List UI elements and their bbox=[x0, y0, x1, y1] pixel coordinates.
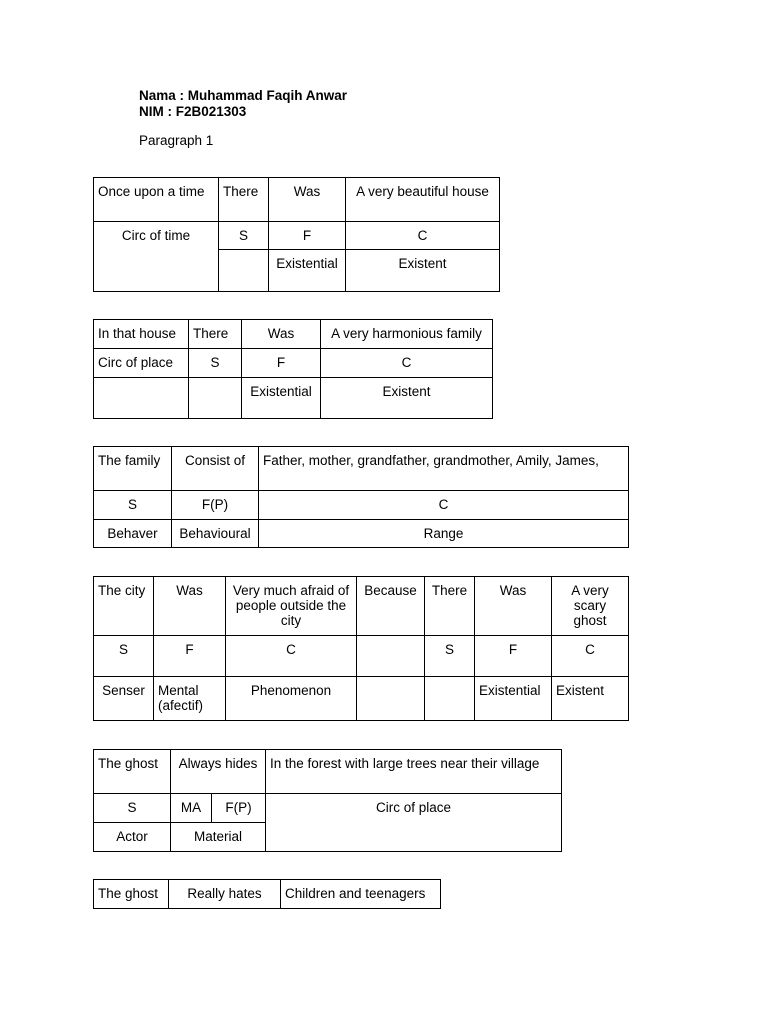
table-cell: There bbox=[425, 577, 475, 636]
table-cell: In that house bbox=[94, 320, 189, 349]
table-cell: Range bbox=[259, 520, 629, 548]
table-cell: C bbox=[259, 491, 629, 520]
table-cell bbox=[357, 636, 425, 677]
table-cell: Once upon a time bbox=[94, 178, 219, 222]
table-cell: Existent bbox=[552, 677, 629, 721]
table-cell bbox=[425, 677, 475, 721]
student-name: Nama : Muhammad Faqih Anwar bbox=[139, 88, 348, 103]
table-cell: There bbox=[219, 178, 269, 222]
table-cell: S bbox=[189, 349, 242, 378]
table-cell: Existent bbox=[346, 250, 500, 292]
table-cell: S bbox=[94, 491, 172, 520]
table-cell: Circ of place bbox=[94, 349, 189, 378]
table-cell: S bbox=[425, 636, 475, 677]
table-cell: Senser bbox=[94, 677, 154, 721]
analysis-table-6 bbox=[93, 879, 441, 909]
table-cell: C bbox=[346, 222, 500, 250]
table-cell: C bbox=[552, 636, 629, 677]
table-cell: In the forest with large trees near their village bbox=[266, 750, 562, 794]
table-cell: Very much afraid of people outside the city bbox=[226, 577, 357, 636]
table-cell: F(P) bbox=[212, 794, 266, 823]
paragraph-label: Paragraph 1 bbox=[139, 133, 214, 148]
table-cell: The ghost bbox=[94, 750, 171, 794]
analysis-table-4 bbox=[93, 576, 629, 721]
table-cell: There bbox=[189, 320, 242, 349]
table-cell: Existential bbox=[269, 250, 346, 292]
table-cell: The city bbox=[94, 577, 154, 636]
table-cell: Existent bbox=[321, 378, 493, 419]
analysis-table-3 bbox=[93, 446, 629, 548]
analysis-table-2 bbox=[93, 319, 493, 419]
table-cell: S bbox=[94, 794, 171, 823]
table-cell: Was bbox=[154, 577, 226, 636]
table-cell: Circ of time bbox=[94, 222, 219, 292]
table-cell: Really hates bbox=[169, 880, 281, 909]
student-nim: NIM : F2B021303 bbox=[139, 104, 247, 119]
table-cell: Behavioural bbox=[172, 520, 259, 548]
analysis-table-1 bbox=[93, 177, 500, 292]
table-cell: Actor bbox=[94, 823, 171, 852]
table-cell: Consist of bbox=[172, 447, 259, 491]
table-cell: S bbox=[219, 222, 269, 250]
analysis-table-5 bbox=[93, 749, 562, 852]
table-cell: Mental (afectif) bbox=[154, 677, 226, 721]
table-cell: Was bbox=[475, 577, 552, 636]
table-cell: F bbox=[475, 636, 552, 677]
table-cell: Existential bbox=[475, 677, 552, 721]
table-cell: F bbox=[242, 349, 321, 378]
table-cell: Children and teenagers bbox=[281, 880, 441, 909]
table-cell: Was bbox=[269, 178, 346, 222]
table-cell: F(P) bbox=[172, 491, 259, 520]
table-cell bbox=[189, 378, 242, 419]
table-cell: Existential bbox=[242, 378, 321, 419]
table-cell: F bbox=[154, 636, 226, 677]
table-cell: C bbox=[321, 349, 493, 378]
table-cell: MA bbox=[171, 794, 212, 823]
table-cell: Phenomenon bbox=[226, 677, 357, 721]
table-cell bbox=[219, 250, 269, 292]
table-cell: Always hides bbox=[171, 750, 266, 794]
table-cell: Father, mother, grandfather, grandmother, Amily, James, bbox=[259, 447, 629, 491]
table-cell: F bbox=[269, 222, 346, 250]
table-cell bbox=[357, 677, 425, 721]
table-cell bbox=[94, 378, 189, 419]
table-cell: A very beautiful house bbox=[346, 178, 500, 222]
table-cell: Circ of place bbox=[266, 794, 562, 852]
table-cell: S bbox=[94, 636, 154, 677]
table-cell: The family bbox=[94, 447, 172, 491]
table-cell: Material bbox=[171, 823, 266, 852]
table-cell: A very harmonious family bbox=[321, 320, 493, 349]
table-cell: A very scary ghost bbox=[552, 577, 629, 636]
table-cell: C bbox=[226, 636, 357, 677]
table-cell: Was bbox=[242, 320, 321, 349]
table-cell: Behaver bbox=[94, 520, 172, 548]
table-cell: The ghost bbox=[94, 880, 169, 909]
table-cell: Because bbox=[357, 577, 425, 636]
